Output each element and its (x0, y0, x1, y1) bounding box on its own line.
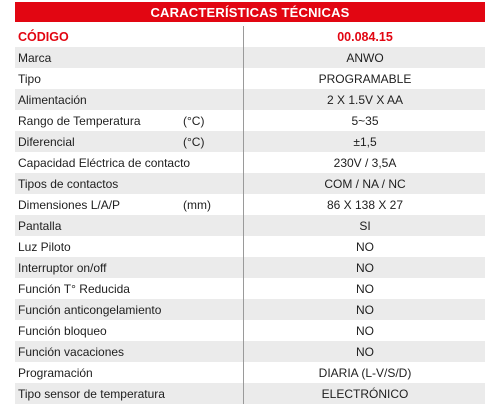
spec-value: ±1,5 (353, 134, 377, 149)
spec-row (15, 383, 485, 404)
spec-value: NO (356, 239, 374, 254)
spec-value: DIARIA (L-V/S/D) (318, 365, 412, 380)
spec-label: Función T° Reducida (18, 281, 130, 296)
spec-row (15, 89, 485, 110)
spec-row (15, 299, 485, 320)
spec-unit: (mm) (183, 197, 211, 212)
spec-value: 230V / 3,5A (333, 155, 397, 170)
spec-label: Función vacaciones (18, 344, 125, 359)
spec-row (15, 236, 485, 257)
spec-value: COM / NA / NC (324, 176, 406, 191)
spec-row (15, 215, 485, 236)
spec-row (15, 68, 485, 89)
spec-label: Alimentación (18, 92, 87, 107)
spec-value: PROGRAMABLE (318, 71, 412, 86)
spec-label: Tipo sensor de temperatura (18, 386, 165, 401)
spec-label: Rango de Temperatura (18, 113, 141, 128)
spec-label: Luz Piloto (18, 239, 71, 254)
spec-row (15, 173, 485, 194)
spec-unit: (°C) (183, 134, 205, 149)
spec-value: 00.084.15 (337, 29, 393, 44)
spec-row (15, 110, 485, 131)
code-row (15, 26, 485, 47)
spec-value: NO (356, 302, 374, 317)
spec-row (15, 320, 485, 341)
spec-row (15, 131, 485, 152)
spec-label: Diferencial (18, 134, 75, 149)
spec-row (15, 362, 485, 383)
spec-row (15, 152, 485, 173)
spec-row (15, 257, 485, 278)
spec-value: NO (356, 260, 374, 275)
spec-unit: (°C) (183, 113, 205, 128)
spec-label: Interruptor on/off (18, 260, 107, 275)
spec-label: Tipo (18, 71, 41, 86)
spec-value: 86 X 138 X 27 (326, 197, 404, 212)
spec-table (15, 26, 485, 404)
section-title: CARACTERÍSTICAS TÉCNICAS (15, 2, 485, 22)
spec-label: Capacidad Eléctrica de contacto (18, 155, 191, 170)
spec-value: NO (356, 323, 374, 338)
column-divider (243, 26, 244, 404)
spec-value: SI (359, 218, 371, 233)
spec-label: Dimensiones L/A/P (18, 197, 121, 212)
spec-row (15, 47, 485, 68)
spec-row (15, 341, 485, 362)
spec-value: NO (356, 281, 374, 296)
spec-row (15, 194, 485, 215)
spec-value: 5~35 (351, 113, 379, 128)
spec-value: NO (356, 344, 374, 359)
spec-label: Programación (18, 365, 93, 380)
spec-value: 2 X 1.5V X AA (326, 92, 404, 107)
spec-label: CÓDIGO (18, 29, 69, 44)
spec-label: Tipos de contactos (18, 176, 119, 191)
spec-value: ANWO (346, 50, 384, 65)
spec-label: Función bloqueo (18, 323, 107, 338)
spec-label: Marca (18, 50, 52, 65)
spec-label: Pantalla (18, 218, 62, 233)
spec-row (15, 278, 485, 299)
spec-value: ELECTRÓNICO (321, 386, 409, 401)
spec-label: Función anticongelamiento (18, 302, 162, 317)
